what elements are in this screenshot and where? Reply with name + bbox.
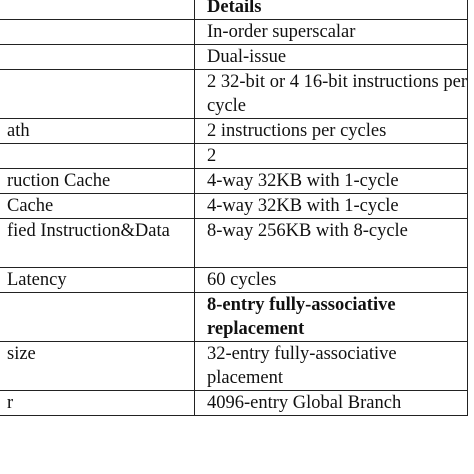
details-cell xyxy=(195,144,468,169)
table-row xyxy=(0,293,468,342)
parameter-text: fied Instruction&Data xyxy=(7,221,170,241)
table-row xyxy=(0,342,468,391)
parameter-text: r xyxy=(7,393,14,413)
parameter-text: ruction Cache xyxy=(7,171,111,191)
parameter-cell xyxy=(0,169,195,194)
details-text: 2 32-bit or 4 16-bit instructions per xyxy=(207,72,467,92)
table-row xyxy=(0,20,468,45)
parameter-text xyxy=(7,0,194,19)
parameter-cell xyxy=(0,293,195,342)
parameter-cell xyxy=(0,391,195,416)
details-text: 2 instructions per cycles xyxy=(207,121,387,141)
parameter-cell xyxy=(0,0,195,20)
table-row xyxy=(0,391,468,416)
parameter-text xyxy=(7,317,194,341)
parameter-cell xyxy=(0,70,195,119)
details-cell xyxy=(195,45,468,70)
details-text: 4-way 32KB with 1-cycle xyxy=(207,171,399,191)
parameter-text xyxy=(7,293,194,317)
parameter-cell xyxy=(0,342,195,391)
parameter-text xyxy=(7,144,194,168)
details-cell xyxy=(195,268,468,293)
details-text: cycle xyxy=(207,96,247,116)
table-row xyxy=(0,70,468,119)
details-text: 4-way 32KB with 1-cycle xyxy=(207,196,399,216)
details-text: 2 xyxy=(207,146,217,166)
parameter-text xyxy=(7,70,194,94)
details-text: 4096-entry Global Branch xyxy=(207,393,402,413)
details-cell xyxy=(195,70,468,119)
details-text: 32-entry fully-associative xyxy=(207,344,397,364)
details-cell xyxy=(195,342,468,391)
table-row xyxy=(0,194,468,219)
details-header-cell xyxy=(195,0,468,20)
parameter-cell xyxy=(0,219,195,268)
details-cell xyxy=(195,219,468,268)
parameter-text: Latency xyxy=(7,270,67,290)
details-text: 8-entry fully-associative xyxy=(207,295,396,315)
details-text: replacement xyxy=(207,319,305,339)
parameter-cell xyxy=(0,45,195,70)
details-text: 60 cycles xyxy=(207,270,277,290)
details-cell xyxy=(195,20,468,45)
parameter-cell xyxy=(0,119,195,144)
details-cell xyxy=(195,119,468,144)
parameter-text: ath xyxy=(7,121,30,141)
table-row xyxy=(0,45,468,70)
details-cell xyxy=(195,391,468,416)
details-cell xyxy=(195,169,468,194)
parameter-text xyxy=(7,94,194,118)
details-text: In-order superscalar xyxy=(207,22,356,42)
parameter-cell xyxy=(0,144,195,169)
table-row xyxy=(0,268,468,293)
details-text: 8-way 256KB with 8-cycle xyxy=(207,221,408,241)
parameter-cell xyxy=(0,194,195,219)
details-cell xyxy=(195,293,468,342)
parameter-text xyxy=(7,45,194,69)
parameter-text xyxy=(7,20,194,44)
parameter-cell xyxy=(0,268,195,293)
table-row xyxy=(0,169,468,194)
details-text xyxy=(207,243,467,267)
parameter-cell xyxy=(0,20,195,45)
table-row xyxy=(0,119,468,144)
table-row xyxy=(0,144,468,169)
details-cell xyxy=(195,194,468,219)
parameter-text xyxy=(7,366,194,390)
table-row xyxy=(0,219,468,268)
details-text: Details xyxy=(207,0,262,17)
parameter-text: Cache xyxy=(7,196,54,216)
details-text: Dual-issue xyxy=(207,47,287,67)
details-text: placement xyxy=(207,368,284,388)
table-header-row xyxy=(0,0,468,20)
parameter-text: size xyxy=(7,344,36,364)
parameter-text xyxy=(7,243,194,267)
